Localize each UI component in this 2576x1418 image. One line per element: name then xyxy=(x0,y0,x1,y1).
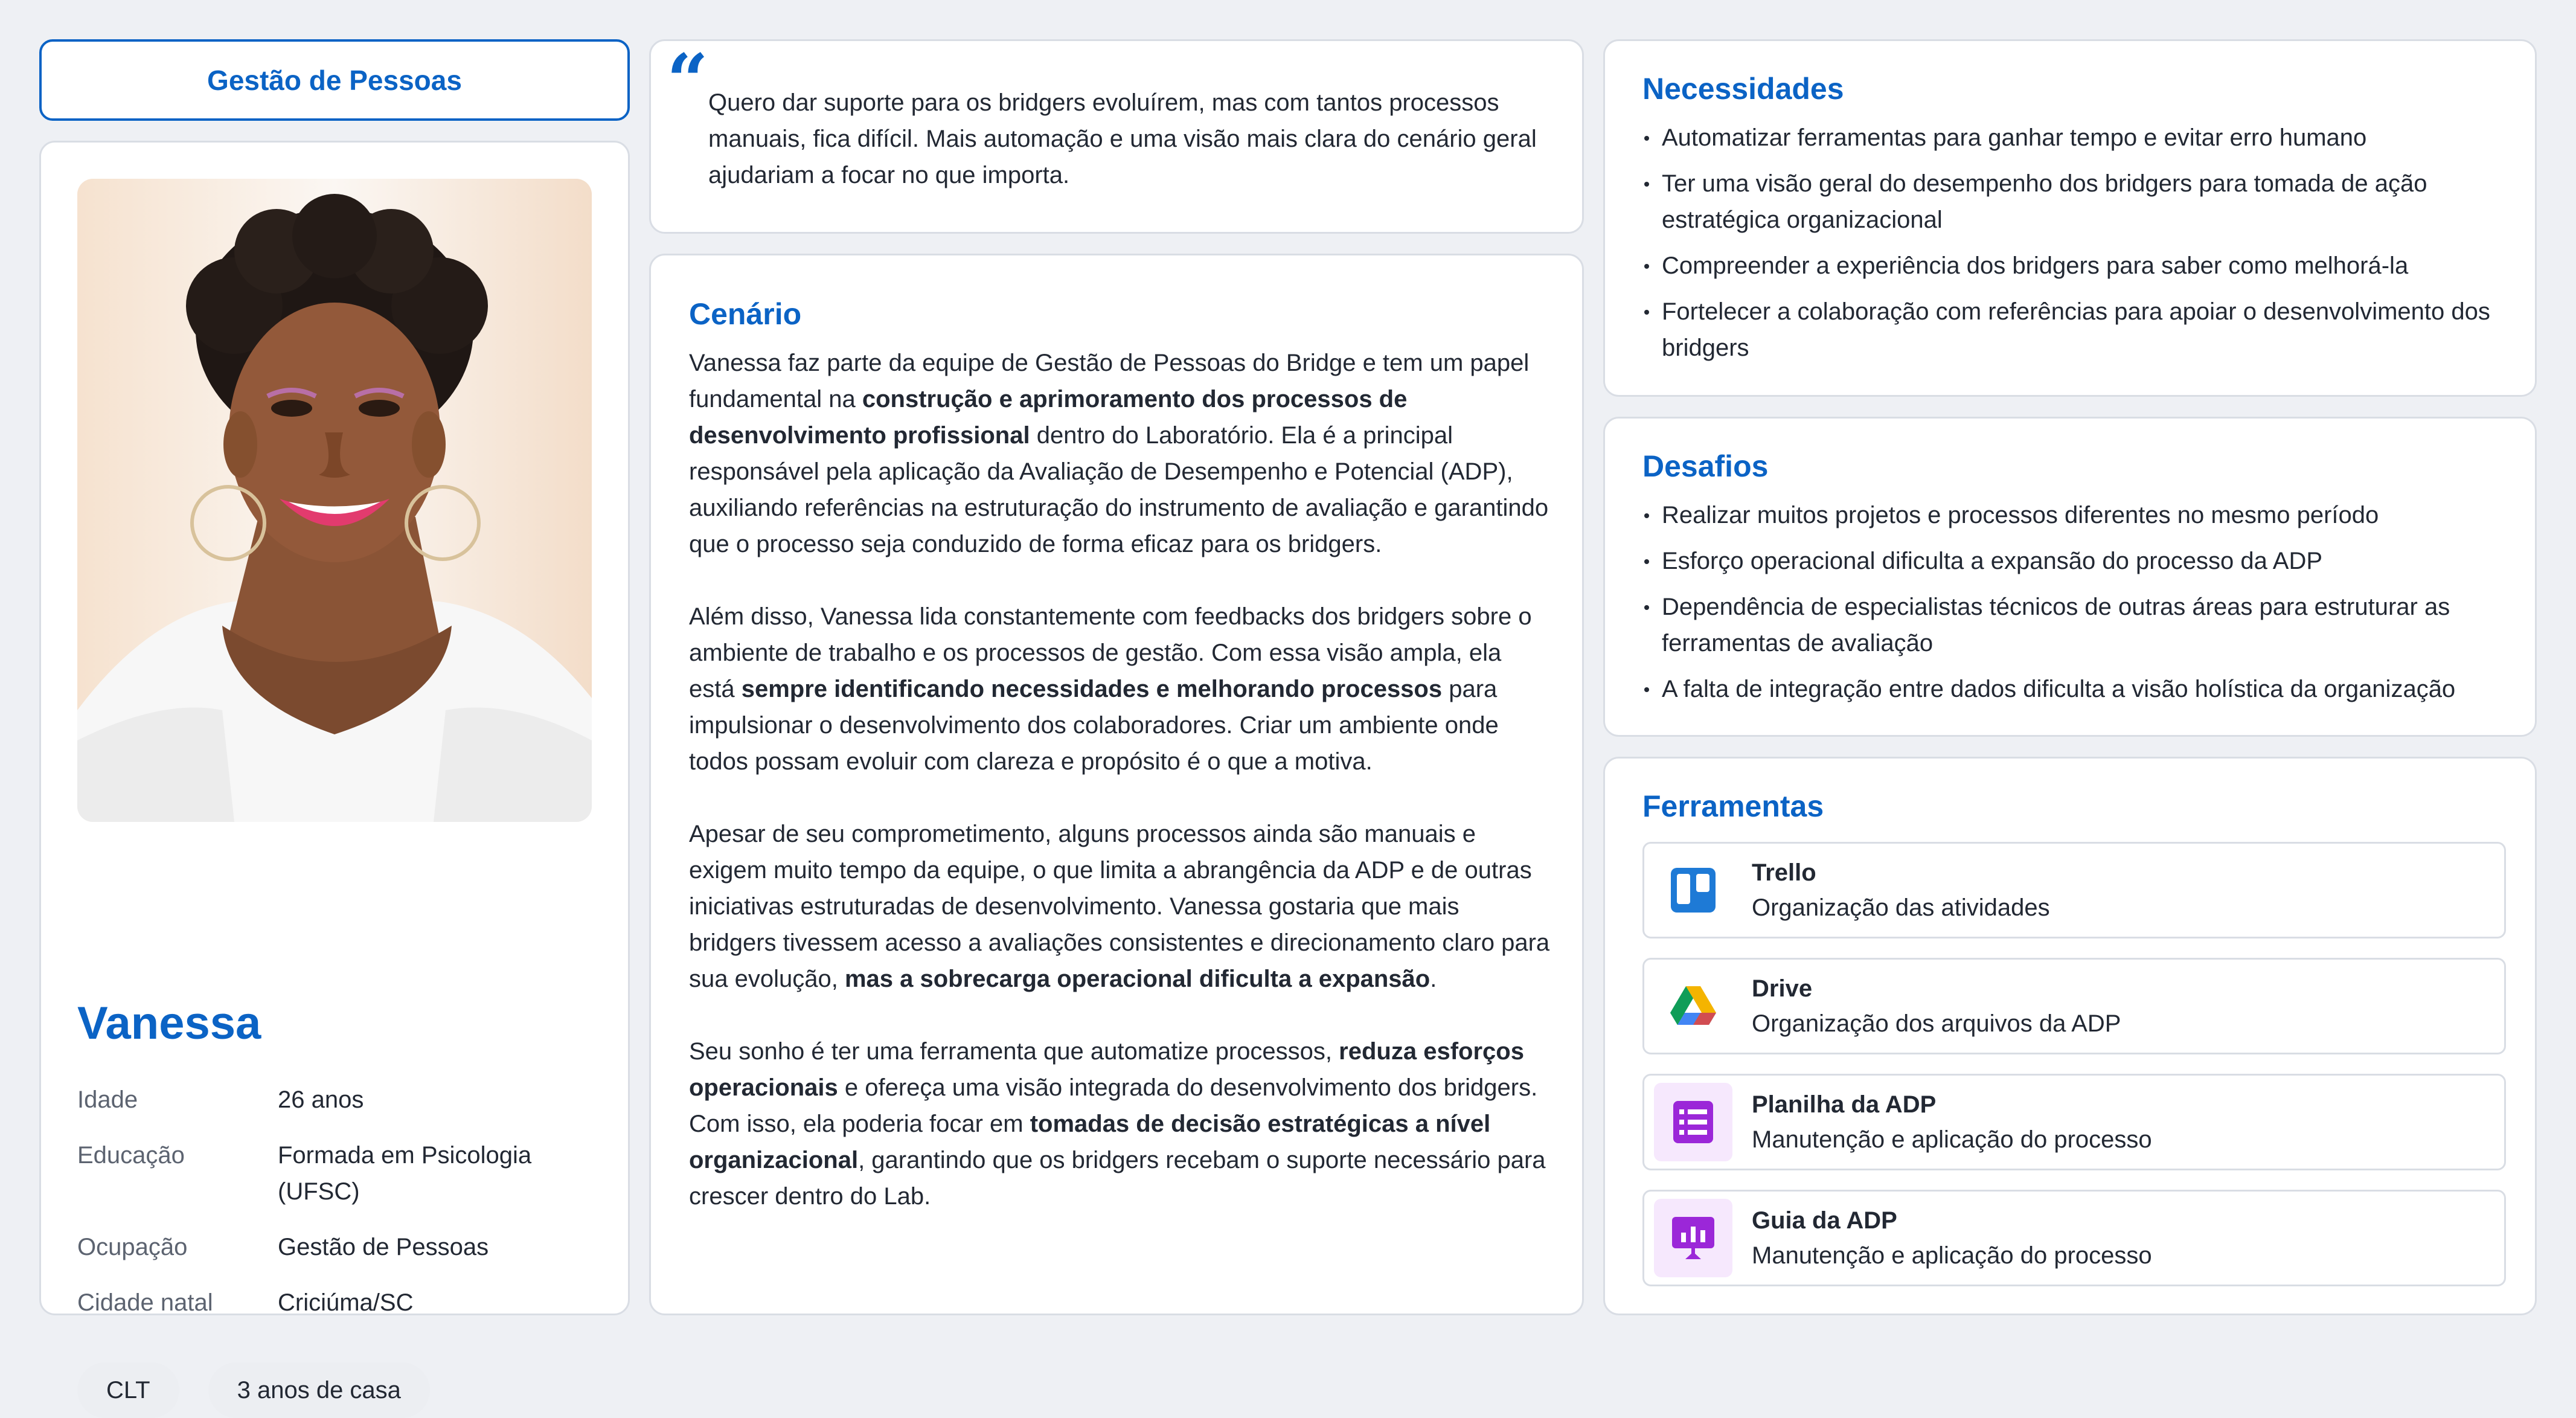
tool-name: Planilha da ADP xyxy=(1752,1091,1937,1118)
tag-contract: CLT xyxy=(77,1362,179,1418)
fact-row-education xyxy=(77,1137,597,1210)
tool-item-drive[interactable] xyxy=(1642,958,2506,1054)
profile-photo xyxy=(77,179,592,822)
tag-tenure: 3 anos de casa xyxy=(208,1362,430,1418)
fact-label: Educação xyxy=(77,1142,185,1169)
tool-description: Organização das atividades xyxy=(1752,894,2050,921)
tools-card xyxy=(1603,757,2537,1315)
scenario-title: Cenário xyxy=(689,297,802,331)
needs-title: Necessidades xyxy=(1642,72,1844,106)
scenario-paragraph: Apesar de seu comprometimento, alguns processos ainda são manuais e exigem muito tempo da equipe, o que limita a abrangência da ADP e de outras iniciativas estruturadas de desenvolvimento. Vanessa gostaria que mais bridgers tivessem acesso a avaliações consistentes e direcionamento claro para sua evolução, mas a sobrecarga operacional dificulta a expansão. xyxy=(689,821,1550,992)
scenario-paragraph: Além disso, Vanessa lida constantemente com feedbacks dos bridgers sobre o ambiente de trabalho e os processos de gestão. Com essa visão ampla, ela está sempre identificando necessidades e melhorando processos para impulsionar o desenvolvimento dos colaboradores. Criar um ambiente onde todos possam evoluir com clareza e propósito é o que a motiva. xyxy=(689,603,1532,775)
quote-icon: “ xyxy=(667,38,709,123)
quote-text: Quero dar suporte para os bridgers evoluírem, mas com tantos processos manuais, fica difícil. Mais automação e uma visão mais clara do cenário geral ajudariam a focar no que importa. xyxy=(708,89,1537,188)
fact-value: 26 anos xyxy=(278,1086,364,1113)
list-item: A falta de integração entre dados dificulta a visão holística da organização xyxy=(1642,671,2506,707)
spreadsheet-icon xyxy=(1654,1083,1732,1161)
scenario-paragraph: Seu sonho é ter uma ferramenta que automatize processos, reduza esforços operacionais e ofereça uma visão integrada do desenvolvimento dos bridgers. Com isso, ela poderia focar em tomadas de decisão estratégicas a nível organizacional, garantindo que os bridgers recebam o suporte necessário para crescer dentro do Lab. xyxy=(689,1038,1546,1210)
list-item: Ter uma visão geral do desempenho dos bridgers para tomada de ação estratégica organizacional xyxy=(1642,165,2506,238)
challenges-card xyxy=(1603,417,2537,737)
tools-title: Ferramentas xyxy=(1642,789,1824,823)
list-item: Compreender a experiência dos bridgers para saber como melhorá-la xyxy=(1642,248,2506,284)
persona-name: Vanessa xyxy=(77,998,261,1049)
profile-facts xyxy=(77,1082,597,1340)
profile-card xyxy=(39,141,630,1404)
fact-label: Cidade natal xyxy=(77,1289,213,1316)
needs-card xyxy=(1603,39,2537,397)
challenges-list xyxy=(1642,497,2506,707)
scenario-card xyxy=(649,254,1584,1315)
scenario-paragraph: Vanessa faz parte da equipe de Gestão de Pessoas do Bridge e tem um papel fundamental na construção e aprimoramento dos processos de desenvolvimento profissional dentro do Laboratório. Ela é a principal responsável pela aplicação da Avaliação de Desempenho e Potencial (ADP), auxiliando referências na estruturação do instrumento de avaliação e garantindo que o processo seja conduzido de forma eficaz para os bridgers. xyxy=(689,350,1549,557)
fact-value: Gestão de Pessoas xyxy=(278,1234,489,1260)
fact-label: Idade xyxy=(77,1086,138,1113)
list-item: Automatizar ferramentas para ganhar tempo e evitar erro humano xyxy=(1642,120,2506,156)
fact-label: Ocupação xyxy=(77,1234,188,1260)
list-item: Esforço operacional dificulta a expansão do processo da ADP xyxy=(1642,543,2506,579)
tool-name: Trello xyxy=(1752,859,1816,886)
quote-card xyxy=(649,39,1584,234)
tool-name: Guia da ADP xyxy=(1752,1207,1897,1234)
tool-description: Manutenção e aplicação do processo xyxy=(1752,1242,2152,1269)
challenges-title: Desafios xyxy=(1642,449,1769,483)
profile-tags xyxy=(77,1362,430,1418)
tool-name: Drive xyxy=(1752,975,1813,1002)
tool-item-adp-spreadsheet[interactable] xyxy=(1642,1074,2506,1170)
tool-description: Manutenção e aplicação do processo xyxy=(1752,1126,2152,1153)
needs-list xyxy=(1642,120,2506,366)
fact-row-hometown xyxy=(77,1285,597,1321)
fact-value: Formada em Psicologia (UFSC) xyxy=(278,1142,532,1205)
presentation-icon xyxy=(1654,1199,1732,1277)
tool-item-trello[interactable] xyxy=(1642,842,2506,938)
google-drive-icon xyxy=(1654,967,1732,1045)
tool-description: Organização dos arquivos da ADP xyxy=(1752,1010,2121,1037)
list-item: Realizar muitos projetos e processos diferentes no mesmo período xyxy=(1642,497,2506,533)
portrait-illustration xyxy=(77,179,592,822)
tool-item-adp-guide[interactable] xyxy=(1642,1190,2506,1286)
trello-icon xyxy=(1654,851,1732,929)
list-item: Dependência de especialistas técnicos de outras áreas para estruturar as ferramentas de avaliação xyxy=(1642,589,2506,661)
fact-row-occupation xyxy=(77,1229,597,1265)
fact-value: Criciúma/SC xyxy=(278,1289,414,1316)
fact-row-age xyxy=(77,1082,597,1118)
list-item: Fortelecer a colaboração com referências para apoiar o desenvolvimento dos bridgers xyxy=(1642,294,2506,366)
persona-category-title: Gestão de Pessoas xyxy=(39,39,630,121)
